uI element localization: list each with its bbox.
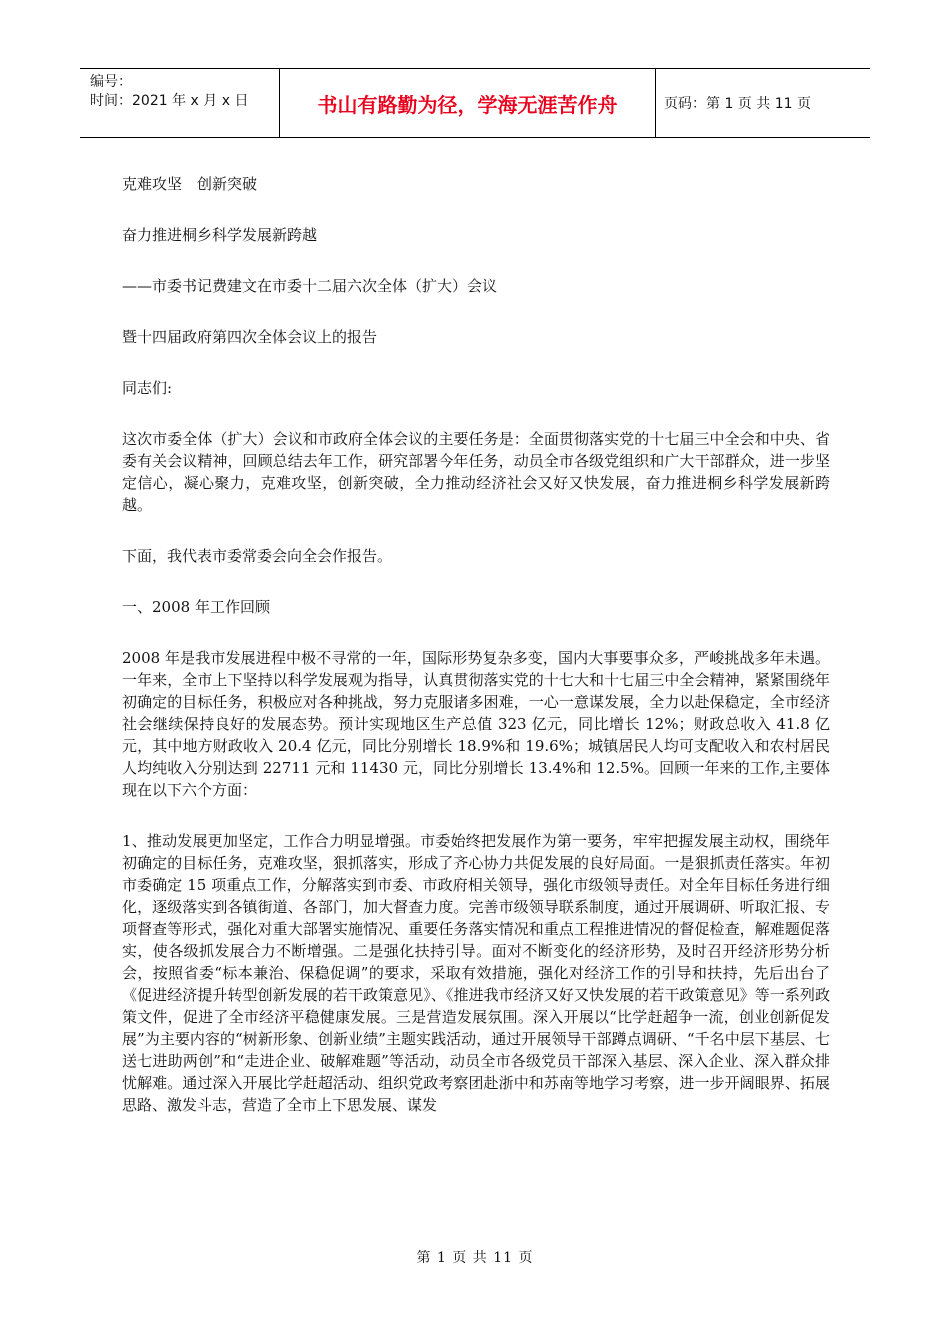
body-paragraph: 2008 年是我市发展进程中极不寻常的一年，国际形势复杂多变，国内大事要事众多，严峻挑战多年未遇。一年来，全市上下坚持以科学发展观为指导，认真贯彻落实党的十七大和十七届三中全会精神，紧紧围绕年初确定的目标任务，积极应对各种挑战，努力克服诸多困难，一心一意谋发展，全力以赴保稳定，全市经济社会继续保持良好的发展态势。预计实现地区生产总值 323 亿元，同比增长 12%；财政总收入 41.8 亿元，其中地方财政收入 20.4 亿元，同比分别增长 18.9%和 19.6%；城镇居民人均可支配收入和农村居民人均纯收入分别达到 22711 元和 11430 元，同比分别增长 13.4%和 12.5%。回顾一年来的工作,主要体现在以下六个方面： (122, 649, 830, 799)
salutation: 同志们: (122, 379, 173, 397)
header-motto: 书山有路勤为径，学海无涯苦作舟 (280, 69, 656, 137)
subtitle-line-1: ——市委书记费建文在市委十二届六次全体（扩大）会议 (122, 277, 498, 295)
header-page-info: 页码：第 1 页 共 11 页 (664, 96, 811, 112)
page-header (80, 68, 870, 138)
title-line-2: 奋力推进桐乡科学发展新跨越 (122, 226, 318, 244)
body-paragraph: 下面，我代表市委常委会向全会作报告。 (122, 547, 393, 565)
document-time-label: 时间：2021 年 x 月 x 日 (90, 93, 249, 109)
document-number-label: 编号： (90, 74, 132, 90)
body-paragraph: 1、推动发展更加坚定，工作合力明显增强。市委始终把发展作为第一要务，牢牢把握发展主动权，围绕年初确定的目标任务，克难攻坚，狠抓落实，形成了齐心协力共促发展的良好局面。一是狠抓责任落实。年初市委确定 15 项重点工作，分解落实到市委、市政府相关领导，强化市级领导责任。对全年目标任务进行细化，逐级落实到各镇街道、各部门，加大督查力度。完善市级领导联系制度，通过开展调研、听取汇报、专项督查等形式，强化对重大部署实施情况、重要任务落实情况和重点工程推进情况的督促检查，解难题促落实，使各级抓发展合力不断增强。二是强化扶持引导。面对不断变化的经济形势，及时召开经济形势分析会，按照省委“标本兼治、保稳促调”的要求，采取有效措施，强化对经济工作的引导和扶持，先后出台了《促进经济提升转型创新发展的若干政策意见》、《推进我市经济又好又快发展的若干政策意见》等一系列政策文件，促进了全市经济平稳健康发展。三是营造发展氛围。深入开展以“比学赶超争一流，创业创新促发展”为主要内容的“树新形象、创新业绩”主题实践活动，通过开展领导干部蹲点调研、“千名中层下基层、七送七进助两创”和“走进企业、破解难题”等活动，动员全市各级党员干部深入基层、深入企业、深入群众排忧解难。通过深入开展比学赶超活动、组织党政考察团赴浙中和苏南等地学习考察，进一步开阔眼界、拓展思路、激发斗志，营造了全市上下思发展、谋发 (122, 832, 830, 1114)
section-heading: 一、2008 年工作回顾 (122, 598, 270, 616)
page-footer: 第 1 页 共 11 页 (416, 1250, 534, 1266)
title-line-1: 克难攻坚 创新突破 (122, 175, 258, 193)
document-body (122, 173, 830, 1145)
subtitle-line-2: 暨十四届政府第四次全体会议上的报告 (122, 328, 378, 346)
header-meta (80, 69, 280, 137)
body-paragraph: 这次市委全体（扩大）会议和市政府全体会议的主要任务是：全面贯彻落实党的十七届三中全会和中央、省委有关会议精神，回顾总结去年工作，研究部署今年任务，动员全市各级党组织和广大干部群众，进一步坚定信心，凝心聚力，克难攻坚，创新突破，全力推动经济社会又好又快发展，奋力推进桐乡科学发展新跨越。 (122, 430, 830, 514)
